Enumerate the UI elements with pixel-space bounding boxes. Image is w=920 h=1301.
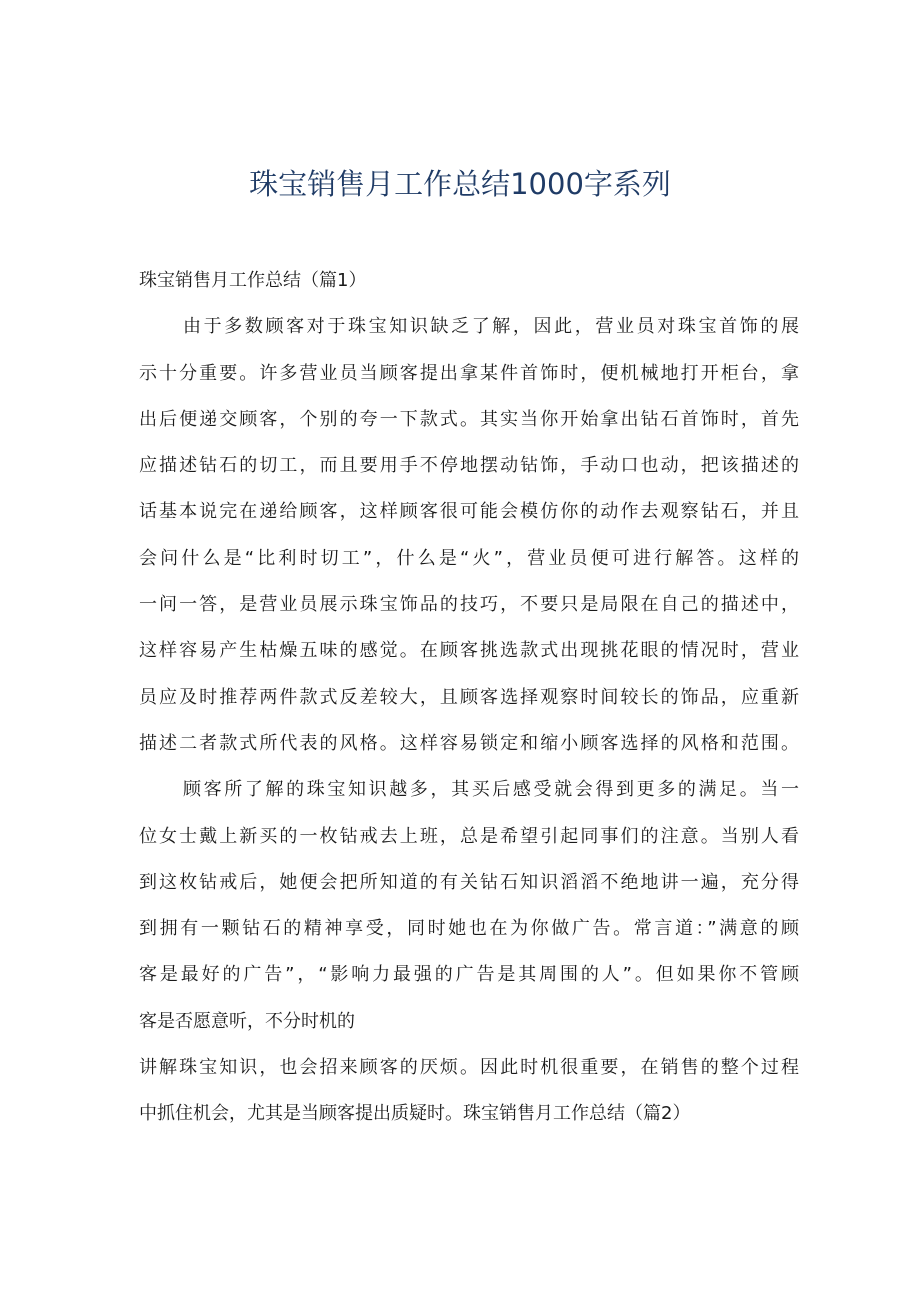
paragraph-line: 出后便递交顾客，个别的夸一下款式。其实当你开始拿出钻石首饰时，首先 (139, 408, 799, 430)
paragraph-line: 中抓住机会，尤其是当顾客提出质疑时。珠宝销售月工作总结（篇2） (139, 1103, 691, 1125)
document-body (139, 258, 799, 1138)
paragraph-line: 顾客所了解的珠宝知识越多，其买后感受就会得到更多的满足。当一 (183, 779, 799, 801)
document-title: 珠宝销售月工作总结1000字系列 (249, 167, 671, 201)
paragraph-line: 应描述钻石的切工，而且要用手不停地摆动钻饰，手动口也动，把该描述的 (139, 455, 799, 477)
paragraph-line: 位女士戴上新买的一枚钻戒去上班，总是希望引起同事们的注意。当别人看 (139, 825, 799, 847)
paragraph-line: 会问什么是“比利时切工”，什么是“火”，营业员便可进行解答。这样的 (139, 547, 799, 569)
paragraph-line: 到拥有一颗钻石的精神享受，同时她也在为你做广告。常言道：”满意的顾 (139, 918, 799, 940)
paragraph-line: 客是最好的广告”，“影响力最强的广告是其周围的人”。但如果你不管顾 (139, 964, 799, 986)
paragraph-line: 描述二者款式所代表的风格。这样容易锁定和缩小顾客选择的风格和范围。 (139, 732, 799, 754)
paragraph-line: 客是否愿意听，不分时机的 (139, 1010, 355, 1032)
section-heading: 珠宝销售月工作总结（篇1） (139, 270, 367, 291)
paragraph-line: 这样容易产生枯燥五味的感觉。在顾客挑选款式出现挑花眼的情况时，营业 (139, 640, 799, 662)
paragraph-line: 示十分重要。许多营业员当顾客提出拿某件首饰时，便机械地打开柜台，拿 (139, 362, 799, 384)
paragraph-line: 员应及时推荐两件款式反差较大，且顾客选择观察时间较长的饰品，应重新 (139, 686, 799, 708)
paragraph-line: 一问一答，是营业员展示珠宝饰品的技巧，不要只是局限在自己的描述中， (139, 594, 799, 616)
paragraph-line: 话基本说完在递给顾客，这样顾客很可能会模仿你的动作去观察钻石，并且 (139, 501, 799, 523)
paragraph-line: 到这枚钻戒后，她便会把所知道的有关钻石知识滔滔不绝地讲一遍，充分得 (139, 871, 799, 893)
paragraph-line: 讲解珠宝知识，也会招来顾客的厌烦。因此时机很重要，在销售的整个过程 (139, 1057, 799, 1079)
paragraph-line: 由于多数顾客对于珠宝知识缺乏了解，因此，营业员对珠宝首饰的展 (183, 316, 799, 338)
